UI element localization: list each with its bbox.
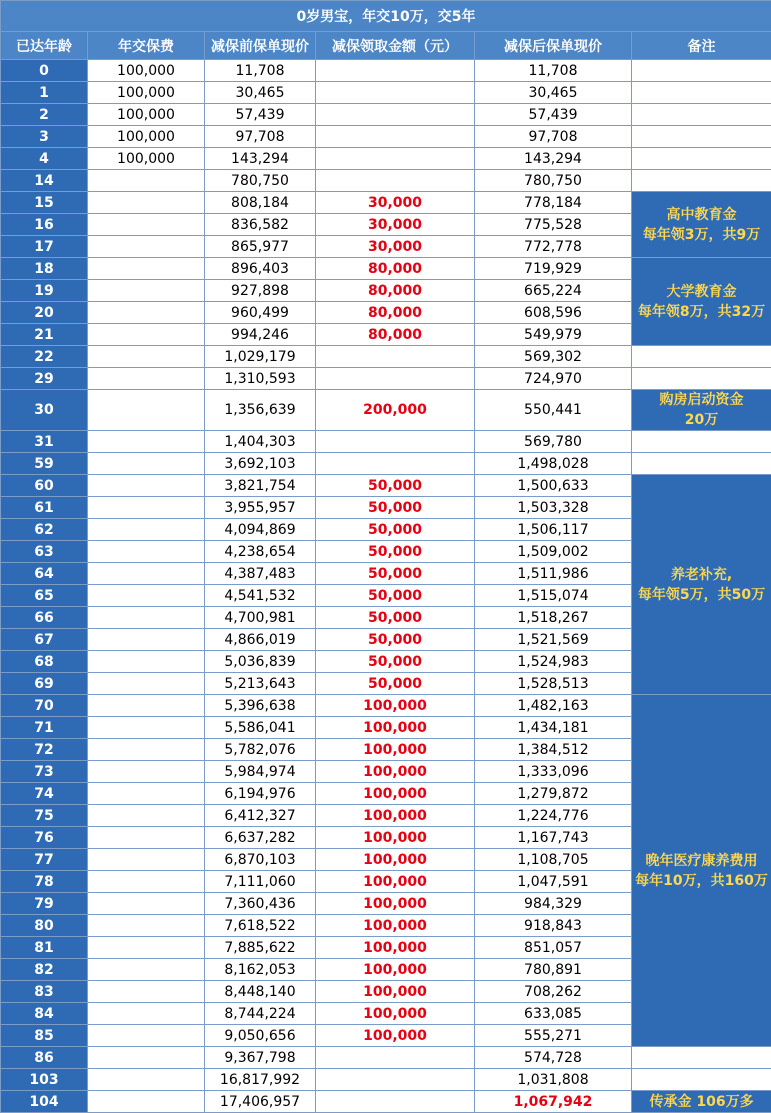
premium-cell [88, 563, 205, 585]
age-cell: 0 [1, 60, 88, 82]
premium-cell [88, 673, 205, 695]
value-after-cell: 1,498,028 [475, 453, 632, 475]
age-cell: 20 [1, 302, 88, 324]
withdraw-cell: 200,000 [316, 390, 475, 431]
value-before-cell: 3,692,103 [205, 453, 316, 475]
value-after-cell: 780,750 [475, 170, 632, 192]
value-after-cell: 57,439 [475, 104, 632, 126]
age-cell: 65 [1, 585, 88, 607]
age-cell: 83 [1, 981, 88, 1003]
withdraw-cell: 100,000 [316, 805, 475, 827]
value-before-cell: 1,310,593 [205, 368, 316, 390]
note-cell-empty [632, 368, 771, 390]
value-after-cell: 11,708 [475, 60, 632, 82]
note-cell-empty [632, 346, 771, 368]
withdraw-cell [316, 1069, 475, 1091]
value-before-cell: 5,213,643 [205, 673, 316, 695]
note-line: 每年10万，共160万 [632, 871, 771, 891]
value-after-cell: 1,067,942 [475, 1091, 632, 1113]
note-cell-empty [632, 60, 771, 82]
value-after-cell: 1,518,267 [475, 607, 632, 629]
value-before-cell: 808,184 [205, 192, 316, 214]
header-premium: 年交保费 [88, 32, 205, 60]
value-after-cell: 918,843 [475, 915, 632, 937]
header-withdraw-amount: 减保领取金额（元） [316, 32, 475, 60]
premium-cell [88, 607, 205, 629]
age-cell: 75 [1, 805, 88, 827]
value-before-cell: 1,029,179 [205, 346, 316, 368]
table-row [1, 431, 771, 453]
age-cell: 17 [1, 236, 88, 258]
premium-cell [88, 236, 205, 258]
value-before-cell: 8,744,224 [205, 1003, 316, 1025]
premium-cell [88, 431, 205, 453]
age-cell: 71 [1, 717, 88, 739]
table-row [1, 475, 771, 497]
age-cell: 64 [1, 563, 88, 585]
note-line: 每年领8万，共32万 [632, 302, 771, 322]
value-after-cell: 1,108,705 [475, 849, 632, 871]
premium-cell [88, 324, 205, 346]
withdraw-cell: 100,000 [316, 717, 475, 739]
value-before-cell: 5,782,076 [205, 739, 316, 761]
note-cell [632, 390, 771, 431]
value-after-cell: 550,441 [475, 390, 632, 431]
value-before-cell: 16,817,992 [205, 1069, 316, 1091]
premium-cell [88, 739, 205, 761]
value-after-cell: 1,031,808 [475, 1069, 632, 1091]
premium-cell [88, 1025, 205, 1047]
note-line: 大学教育金 [632, 282, 771, 302]
withdraw-cell: 50,000 [316, 497, 475, 519]
age-cell: 79 [1, 893, 88, 915]
value-before-cell: 6,194,976 [205, 783, 316, 805]
value-before-cell: 5,036,839 [205, 651, 316, 673]
age-cell: 85 [1, 1025, 88, 1047]
premium-cell [88, 629, 205, 651]
age-cell: 61 [1, 497, 88, 519]
withdraw-cell: 100,000 [316, 1025, 475, 1047]
value-after-cell: 780,891 [475, 959, 632, 981]
premium-cell [88, 761, 205, 783]
value-after-cell: 1,515,074 [475, 585, 632, 607]
note-cell [632, 258, 771, 346]
withdraw-cell [316, 60, 475, 82]
age-cell: 15 [1, 192, 88, 214]
table-row [1, 82, 771, 104]
value-before-cell: 836,582 [205, 214, 316, 236]
premium-cell: 100,000 [88, 126, 205, 148]
note-cell-empty [632, 431, 771, 453]
premium-cell [88, 849, 205, 871]
premium-cell [88, 1047, 205, 1069]
header-age: 已达年龄 [1, 32, 88, 60]
value-after-cell: 1,521,569 [475, 629, 632, 651]
value-before-cell: 7,111,060 [205, 871, 316, 893]
age-cell: 77 [1, 849, 88, 871]
withdraw-cell: 100,000 [316, 739, 475, 761]
value-after-cell: 1,524,983 [475, 651, 632, 673]
value-before-cell: 5,586,041 [205, 717, 316, 739]
premium-cell [88, 497, 205, 519]
value-before-cell: 17,406,957 [205, 1091, 316, 1113]
value-after-cell: 1,528,513 [475, 673, 632, 695]
premium-cell: 100,000 [88, 60, 205, 82]
note-cell-empty [632, 126, 771, 148]
value-after-cell: 608,596 [475, 302, 632, 324]
age-cell: 82 [1, 959, 88, 981]
premium-cell [88, 214, 205, 236]
value-after-cell: 1,333,096 [475, 761, 632, 783]
age-cell: 76 [1, 827, 88, 849]
table-row [1, 192, 771, 214]
premium-cell [88, 475, 205, 497]
premium-cell [88, 1091, 205, 1113]
withdraw-cell: 50,000 [316, 519, 475, 541]
table-row [1, 126, 771, 148]
age-cell: 59 [1, 453, 88, 475]
value-after-cell: 569,780 [475, 431, 632, 453]
premium-cell [88, 871, 205, 893]
value-before-cell: 7,360,436 [205, 893, 316, 915]
value-before-cell: 896,403 [205, 258, 316, 280]
value-before-cell: 8,162,053 [205, 959, 316, 981]
table-row [1, 258, 771, 280]
premium-cell [88, 390, 205, 431]
value-before-cell: 9,367,798 [205, 1047, 316, 1069]
withdraw-cell [316, 104, 475, 126]
value-before-cell: 4,866,019 [205, 629, 316, 651]
value-before-cell: 7,618,522 [205, 915, 316, 937]
value-after-cell: 851,057 [475, 937, 632, 959]
premium-cell [88, 695, 205, 717]
header-value-after: 减保后保单现价 [475, 32, 632, 60]
value-after-cell: 772,778 [475, 236, 632, 258]
age-cell: 63 [1, 541, 88, 563]
age-cell: 72 [1, 739, 88, 761]
premium-cell [88, 1069, 205, 1091]
note-line: 传承金 106万多 [632, 1092, 771, 1112]
value-after-cell: 1,047,591 [475, 871, 632, 893]
premium-cell [88, 258, 205, 280]
premium-cell [88, 368, 205, 390]
value-before-cell: 994,246 [205, 324, 316, 346]
value-after-cell: 778,184 [475, 192, 632, 214]
note-line: 购房启动资金 [632, 390, 771, 410]
age-cell: 3 [1, 126, 88, 148]
value-after-cell: 569,302 [475, 346, 632, 368]
value-after-cell: 1,482,163 [475, 695, 632, 717]
note-line: 每年领3万，共9万 [632, 225, 771, 245]
header-value-before: 减保前保单现价 [205, 32, 316, 60]
note-cell-empty [632, 82, 771, 104]
age-cell: 103 [1, 1069, 88, 1091]
value-before-cell: 4,541,532 [205, 585, 316, 607]
header-notes: 备注 [632, 32, 771, 60]
premium-cell [88, 346, 205, 368]
value-before-cell: 97,708 [205, 126, 316, 148]
age-cell: 104 [1, 1091, 88, 1113]
value-after-cell: 1,500,633 [475, 475, 632, 497]
premium-cell: 100,000 [88, 82, 205, 104]
premium-cell [88, 541, 205, 563]
value-after-cell: 574,728 [475, 1047, 632, 1069]
table-row [1, 368, 771, 390]
table-body [1, 60, 771, 1113]
age-cell: 21 [1, 324, 88, 346]
value-before-cell: 4,094,869 [205, 519, 316, 541]
table-row [1, 1091, 771, 1113]
value-before-cell: 57,439 [205, 104, 316, 126]
withdraw-cell: 80,000 [316, 302, 475, 324]
withdraw-cell: 100,000 [316, 695, 475, 717]
withdraw-cell [316, 82, 475, 104]
note-cell [632, 475, 771, 695]
value-after-cell: 724,970 [475, 368, 632, 390]
withdraw-cell: 100,000 [316, 783, 475, 805]
withdraw-cell: 50,000 [316, 629, 475, 651]
note-line: 20万 [632, 410, 771, 430]
value-after-cell: 984,329 [475, 893, 632, 915]
value-before-cell: 3,821,754 [205, 475, 316, 497]
withdraw-cell: 50,000 [316, 607, 475, 629]
age-cell: 78 [1, 871, 88, 893]
withdraw-cell: 100,000 [316, 959, 475, 981]
withdraw-cell [316, 453, 475, 475]
note-line: 养老补充, [632, 565, 771, 585]
withdraw-cell: 100,000 [316, 871, 475, 893]
premium-cell: 100,000 [88, 148, 205, 170]
value-before-cell: 6,870,103 [205, 849, 316, 871]
value-after-cell: 1,167,743 [475, 827, 632, 849]
value-before-cell: 6,637,282 [205, 827, 316, 849]
note-cell-empty [632, 104, 771, 126]
premium-cell [88, 805, 205, 827]
value-after-cell: 1,509,002 [475, 541, 632, 563]
value-after-cell: 708,262 [475, 981, 632, 1003]
withdraw-cell: 80,000 [316, 258, 475, 280]
value-before-cell: 4,700,981 [205, 607, 316, 629]
age-cell: 60 [1, 475, 88, 497]
age-cell: 70 [1, 695, 88, 717]
table-row [1, 695, 771, 717]
withdraw-cell: 100,000 [316, 761, 475, 783]
withdraw-cell [316, 170, 475, 192]
note-cell-empty [632, 1069, 771, 1091]
age-cell: 62 [1, 519, 88, 541]
withdraw-cell: 100,000 [316, 893, 475, 915]
value-after-cell: 1,503,328 [475, 497, 632, 519]
age-cell: 73 [1, 761, 88, 783]
age-cell: 81 [1, 937, 88, 959]
age-cell: 29 [1, 368, 88, 390]
value-before-cell: 5,984,974 [205, 761, 316, 783]
value-after-cell: 775,528 [475, 214, 632, 236]
table-title: 0岁男宝，年交10万，交5年 [1, 1, 771, 32]
note-cell-empty [632, 453, 771, 475]
age-cell: 31 [1, 431, 88, 453]
value-before-cell: 960,499 [205, 302, 316, 324]
withdraw-cell: 50,000 [316, 585, 475, 607]
withdraw-cell [316, 431, 475, 453]
withdraw-cell: 50,000 [316, 651, 475, 673]
premium-cell [88, 585, 205, 607]
premium-cell [88, 783, 205, 805]
withdraw-cell: 100,000 [316, 827, 475, 849]
age-cell: 67 [1, 629, 88, 651]
withdraw-cell: 50,000 [316, 541, 475, 563]
premium-cell [88, 915, 205, 937]
note-cell [632, 695, 771, 1047]
header-row [1, 32, 771, 60]
premium-cell [88, 519, 205, 541]
value-after-cell: 633,085 [475, 1003, 632, 1025]
table-row [1, 148, 771, 170]
value-before-cell: 865,977 [205, 236, 316, 258]
withdraw-cell [316, 346, 475, 368]
table-row [1, 1069, 771, 1091]
note-line: 每年领5万，共50万 [632, 585, 771, 605]
withdraw-cell: 100,000 [316, 937, 475, 959]
age-cell: 74 [1, 783, 88, 805]
note-cell [632, 1091, 771, 1113]
premium-cell [88, 280, 205, 302]
value-after-cell: 549,979 [475, 324, 632, 346]
value-after-cell: 1,384,512 [475, 739, 632, 761]
age-cell: 1 [1, 82, 88, 104]
age-cell: 68 [1, 651, 88, 673]
note-cell-empty [632, 148, 771, 170]
withdraw-cell [316, 148, 475, 170]
premium-cell [88, 937, 205, 959]
premium-cell [88, 192, 205, 214]
note-line: 高中教育金 [632, 205, 771, 225]
value-before-cell: 7,885,622 [205, 937, 316, 959]
value-before-cell: 9,050,656 [205, 1025, 316, 1047]
value-after-cell: 1,224,776 [475, 805, 632, 827]
premium-cell [88, 959, 205, 981]
premium-cell [88, 651, 205, 673]
value-before-cell: 11,708 [205, 60, 316, 82]
value-before-cell: 143,294 [205, 148, 316, 170]
value-after-cell: 1,506,117 [475, 519, 632, 541]
withdraw-cell: 30,000 [316, 192, 475, 214]
withdraw-cell: 100,000 [316, 981, 475, 1003]
withdraw-cell [316, 1047, 475, 1069]
value-before-cell: 927,898 [205, 280, 316, 302]
withdraw-cell: 100,000 [316, 915, 475, 937]
withdraw-cell: 50,000 [316, 475, 475, 497]
value-after-cell: 719,929 [475, 258, 632, 280]
age-cell: 30 [1, 390, 88, 431]
note-cell-empty [632, 170, 771, 192]
age-cell: 69 [1, 673, 88, 695]
table-row [1, 1047, 771, 1069]
value-before-cell: 6,412,327 [205, 805, 316, 827]
note-cell [632, 192, 771, 258]
premium-cell [88, 302, 205, 324]
note-cell-empty [632, 1047, 771, 1069]
table-row [1, 60, 771, 82]
premium-cell [88, 1003, 205, 1025]
table-row [1, 170, 771, 192]
value-before-cell: 8,448,140 [205, 981, 316, 1003]
value-before-cell: 4,387,483 [205, 563, 316, 585]
premium-cell [88, 717, 205, 739]
withdraw-cell: 80,000 [316, 324, 475, 346]
withdraw-cell: 50,000 [316, 563, 475, 585]
table-row [1, 390, 771, 431]
withdraw-cell [316, 368, 475, 390]
table-row [1, 346, 771, 368]
age-cell: 19 [1, 280, 88, 302]
withdraw-cell: 50,000 [316, 673, 475, 695]
age-cell: 22 [1, 346, 88, 368]
age-cell: 86 [1, 1047, 88, 1069]
value-after-cell: 97,708 [475, 126, 632, 148]
value-after-cell: 665,224 [475, 280, 632, 302]
note-line: 晚年医疗康养费用 [632, 851, 771, 871]
premium-cell: 100,000 [88, 104, 205, 126]
age-cell: 84 [1, 1003, 88, 1025]
withdraw-cell: 100,000 [316, 849, 475, 871]
value-before-cell: 3,955,957 [205, 497, 316, 519]
withdraw-cell: 30,000 [316, 236, 475, 258]
value-after-cell: 143,294 [475, 148, 632, 170]
withdraw-cell [316, 126, 475, 148]
withdraw-cell: 30,000 [316, 214, 475, 236]
value-after-cell: 1,511,986 [475, 563, 632, 585]
premium-cell [88, 170, 205, 192]
premium-cell [88, 453, 205, 475]
age-cell: 4 [1, 148, 88, 170]
withdraw-cell [316, 1091, 475, 1113]
age-cell: 2 [1, 104, 88, 126]
table-row [1, 453, 771, 475]
value-after-cell: 30,465 [475, 82, 632, 104]
age-cell: 80 [1, 915, 88, 937]
premium-cell [88, 981, 205, 1003]
value-before-cell: 30,465 [205, 82, 316, 104]
value-after-cell: 1,279,872 [475, 783, 632, 805]
withdraw-cell: 80,000 [316, 280, 475, 302]
value-after-cell: 1,434,181 [475, 717, 632, 739]
age-cell: 18 [1, 258, 88, 280]
premium-cell [88, 827, 205, 849]
value-before-cell: 780,750 [205, 170, 316, 192]
age-cell: 14 [1, 170, 88, 192]
age-cell: 66 [1, 607, 88, 629]
value-before-cell: 4,238,654 [205, 541, 316, 563]
value-before-cell: 1,404,303 [205, 431, 316, 453]
value-after-cell: 555,271 [475, 1025, 632, 1047]
premium-cell [88, 893, 205, 915]
table-row [1, 104, 771, 126]
value-before-cell: 5,396,638 [205, 695, 316, 717]
value-before-cell: 1,356,639 [205, 390, 316, 431]
withdraw-cell: 100,000 [316, 1003, 475, 1025]
age-cell: 16 [1, 214, 88, 236]
